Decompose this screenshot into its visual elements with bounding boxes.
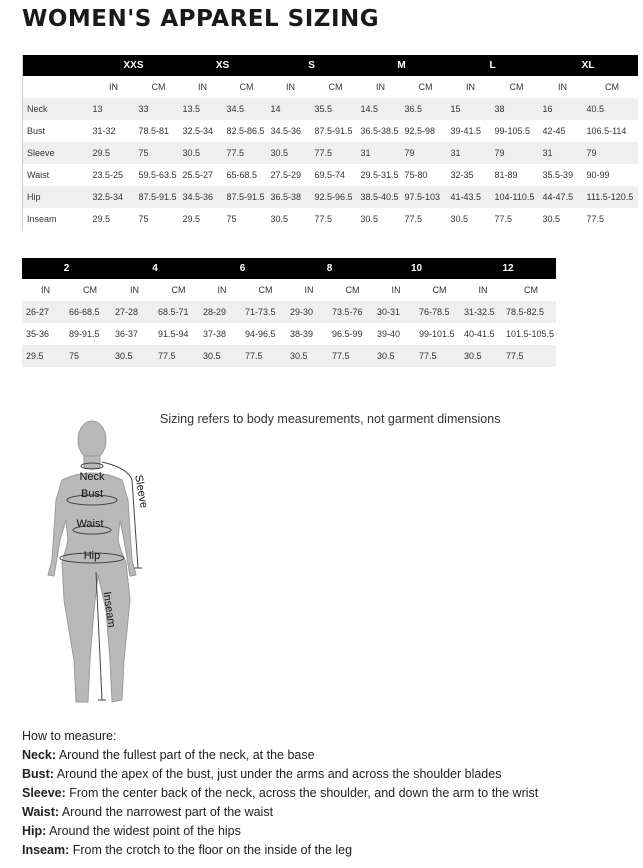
hip-label: Hip	[83, 550, 101, 562]
table-cell: 79	[401, 142, 447, 164]
table-cell: 29.5	[22, 345, 65, 367]
unit-header: IN	[376, 82, 386, 92]
how-to-measure-item	[22, 765, 538, 784]
table-cell: 75	[135, 142, 179, 164]
table-row	[23, 98, 638, 120]
table-cell: 36.5-38.5	[360, 126, 399, 136]
table-cell: 68.5-71	[154, 301, 199, 323]
bust-label: Bust	[80, 488, 104, 500]
sizing-table-numeric	[22, 258, 556, 367]
table-cell: 31-32	[92, 126, 116, 136]
how-to-measure-item	[22, 803, 538, 822]
size-header: S	[267, 55, 357, 76]
measure-term: Waist:	[22, 805, 60, 819]
table-cell: 77.5	[241, 345, 286, 367]
table-cell: 77.5	[314, 214, 333, 224]
unit-header: CM	[418, 82, 433, 92]
table-cell: 59.5-63.5	[138, 170, 177, 180]
table-cell: 77.5	[502, 345, 556, 367]
sizing-note: Sizing refers to body measurements, not garment dimensions	[160, 412, 501, 426]
unit-header-row	[22, 279, 556, 301]
table-cell: 34.5	[223, 98, 267, 120]
table-row	[23, 186, 638, 208]
table-cell: 29.5	[182, 214, 201, 224]
table-cell: 29-30	[286, 301, 328, 323]
table-cell: 36.5-38	[267, 186, 311, 208]
table-cell: 13	[89, 98, 135, 120]
size-header: 6	[199, 258, 286, 279]
table-cell: 30.5	[360, 214, 379, 224]
table-cell: 14.5	[357, 98, 401, 120]
unit-header: IN	[478, 285, 488, 295]
female-silhouette-diagram	[40, 410, 170, 710]
table-cell: 65-68.5	[226, 170, 258, 180]
unit-header: IN	[304, 285, 314, 295]
size-header-row	[22, 258, 556, 279]
table-cell: 75	[226, 214, 237, 224]
how-to-measure-heading: How to measure:	[22, 729, 117, 743]
table-cell: 29.5-31.5	[360, 170, 399, 180]
table-cell: 35.5	[311, 98, 357, 120]
table-cell: 30.5	[179, 142, 223, 164]
table-cell: 77.5	[223, 142, 267, 164]
measure-description: From the crotch to the floor on the inside of the leg	[69, 843, 353, 857]
table-cell: 35-36	[26, 329, 50, 339]
table-cell: 38	[491, 98, 539, 120]
unit-header: CM	[83, 285, 97, 295]
table-cell: 30.5	[373, 345, 415, 367]
size-header: 2	[22, 258, 111, 279]
size-header: 12	[460, 258, 556, 279]
table-cell: 30.5	[286, 345, 328, 367]
how-to-measure-item	[22, 822, 538, 841]
table-cell: 77.5	[154, 345, 199, 367]
unit-header: CM	[171, 285, 186, 295]
unit-header: CM	[345, 285, 360, 295]
size-header: XL	[539, 55, 638, 76]
table-cell: 87.5-91.5	[314, 126, 353, 136]
table-cell: 76-78.5	[415, 301, 460, 323]
how-to-measure	[22, 727, 538, 860]
unit-header: CM	[239, 82, 254, 92]
table-cell: 38.5-40.5	[357, 186, 401, 208]
table-cell: 15	[447, 98, 491, 120]
table-cell: 104-110.5	[491, 186, 539, 208]
table-cell: 75	[65, 345, 111, 367]
table-cell: 79	[583, 142, 638, 164]
unit-header: IN	[466, 82, 476, 92]
table-cell: 27.5-29	[270, 170, 302, 180]
unit-header: IN	[198, 82, 208, 92]
table-cell: 29.5	[92, 214, 111, 224]
how-to-measure-item	[22, 746, 538, 765]
size-header: 8	[286, 258, 373, 279]
table-cell: 75	[138, 214, 149, 224]
table-cell: 40.5	[583, 98, 638, 120]
measure-description: Around the widest point of the hips	[46, 824, 241, 838]
size-header: XS	[179, 55, 267, 76]
table-cell: 41-43.5	[447, 186, 491, 208]
table-cell: 106.5-114	[586, 126, 627, 136]
unit-header: IN	[130, 285, 139, 295]
table-cell: 28-29	[199, 301, 241, 323]
how-to-measure-item	[22, 784, 538, 803]
table-cell: 31-32.5	[460, 301, 502, 323]
table-cell: 99-101.5	[419, 329, 455, 339]
sizing-table-letter	[22, 55, 638, 230]
neck-label: Neck	[79, 471, 105, 483]
table-cell: 16	[539, 98, 583, 120]
table-cell: 30.5	[542, 214, 561, 224]
table-row	[23, 208, 638, 230]
table-cell: 31	[447, 142, 491, 164]
row-label: Hip	[23, 186, 89, 208]
table-cell: 77.5	[415, 345, 460, 367]
table-cell: 25.5-27	[182, 170, 214, 180]
table-cell: 30.5	[111, 345, 154, 367]
table-cell: 78.5-81	[138, 126, 170, 136]
row-label: Neck	[23, 98, 89, 120]
table-cell: 27-28	[111, 301, 154, 323]
table-cell: 39-41.5	[450, 126, 482, 136]
table-cell: 99-105.5	[494, 126, 531, 136]
table-cell: 82.5-86.5	[226, 126, 265, 136]
unit-header: CM	[524, 285, 538, 295]
unit-header: CM	[328, 82, 343, 92]
table-cell: 34.5-36	[179, 186, 223, 208]
body-measurement-figure	[40, 410, 170, 710]
table-row	[22, 345, 556, 367]
unit-header: CM	[432, 285, 447, 295]
table-cell: 30.5	[267, 142, 311, 164]
table-cell: 42-45	[542, 126, 566, 136]
measure-term: Bust:	[22, 767, 54, 781]
table-row	[23, 120, 638, 142]
table-cell: 38-39	[290, 329, 314, 339]
header-corner	[23, 55, 89, 76]
table-cell: 89-91.5	[69, 329, 100, 339]
table-cell: 32.5-34	[182, 126, 214, 136]
table-cell: 32-35	[450, 170, 474, 180]
table-cell: 92.5-96.5	[311, 186, 357, 208]
unit-corner	[23, 76, 89, 98]
table-cell: 96.5-99	[332, 329, 363, 339]
table-cell: 90-99	[586, 170, 610, 180]
unit-header: CM	[605, 82, 620, 92]
measure-description: Around the apex of the bust, just under the arms and across the shoulder blades	[53, 767, 502, 781]
unit-header: IN	[41, 285, 50, 295]
size-header: 4	[111, 258, 199, 279]
table-cell: 13.5	[179, 98, 223, 120]
unit-header: IN	[286, 82, 296, 92]
table-cell: 92.5-98	[404, 126, 436, 136]
row-label: Sleeve	[23, 142, 89, 164]
table-cell: 30.5	[460, 345, 502, 367]
table-cell: 33	[135, 98, 179, 120]
table-cell: 101.5-105.5	[506, 329, 555, 339]
measure-term: Inseam:	[22, 843, 70, 857]
table-cell: 87.5-91.5	[223, 186, 267, 208]
table-row	[22, 301, 556, 323]
unit-header-row	[23, 76, 638, 98]
row-label: Bust	[23, 120, 89, 142]
unit-header: CM	[509, 82, 524, 92]
table-cell: 77.5	[404, 214, 423, 224]
table-cell: 77.5	[328, 345, 373, 367]
measure-term: Neck:	[22, 748, 57, 762]
table-row	[23, 142, 638, 164]
table-cell: 73.5-76	[328, 301, 373, 323]
table-cell: 36.5	[401, 98, 447, 120]
unit-header: IN	[217, 285, 227, 295]
table-cell: 77.5	[494, 214, 513, 224]
table-cell: 77.5	[586, 214, 605, 224]
table-cell: 97.5-103	[401, 186, 447, 208]
table-cell: 26-27	[22, 301, 65, 323]
table-cell: 31	[357, 142, 401, 164]
table-cell: 30-31	[373, 301, 415, 323]
table-row	[23, 164, 638, 186]
unit-header: CM	[151, 82, 166, 92]
measure-term: Hip:	[22, 824, 47, 838]
page-title: WOMEN'S APPAREL SIZING	[22, 6, 380, 32]
measure-term: Sleeve:	[22, 786, 66, 800]
table-cell: 39-40	[377, 329, 401, 339]
unit-header: IN	[558, 82, 568, 92]
table-cell: 75-80	[404, 170, 428, 180]
table-cell: 30.5	[270, 214, 289, 224]
table-cell: 40-41.5	[464, 329, 495, 339]
table-cell: 14	[267, 98, 311, 120]
table-cell: 44-47.5	[539, 186, 583, 208]
sleeve-label: Sleeve	[132, 473, 150, 510]
table-cell: 37-38	[203, 329, 227, 339]
table-cell: 91.5-94	[158, 329, 189, 339]
measure-description: Around the narrowest part of the waist	[59, 805, 274, 819]
inseam-label: Inseam	[100, 590, 118, 629]
how-to-measure-item	[22, 841, 538, 860]
table-cell: 66-68.5	[65, 301, 111, 323]
row-label: Waist	[23, 164, 89, 186]
table-cell: 35.5-39	[542, 170, 574, 180]
size-header: 10	[373, 258, 460, 279]
size-header: M	[357, 55, 447, 76]
table-cell: 29.5	[89, 142, 135, 164]
unit-header: IN	[391, 285, 401, 295]
table-cell: 36-37	[115, 329, 139, 339]
waist-label: Waist	[76, 518, 104, 530]
table-cell: 30.5	[450, 214, 469, 224]
table-cell: 78.5-82.5	[502, 301, 556, 323]
table-cell: 69.5-74	[314, 170, 346, 180]
table-cell: 34.5-36	[270, 126, 302, 136]
measure-description: From the center back of the neck, across the shoulder, and down the arm to the wrist	[65, 786, 539, 800]
measure-description: Around the fullest part of the neck, at the base	[56, 748, 315, 762]
table-cell: 71-73.5	[241, 301, 286, 323]
table-cell: 30.5	[199, 345, 241, 367]
table-cell: 79	[491, 142, 539, 164]
table-cell: 111.5-120.5	[583, 186, 638, 208]
table-cell: 32.5-34	[89, 186, 135, 208]
size-header: L	[447, 55, 539, 76]
table-cell: 77.5	[311, 142, 357, 164]
table-cell: 87.5-91.5	[135, 186, 179, 208]
size-header-row	[23, 55, 638, 76]
table-row	[22, 323, 556, 345]
unit-header: IN	[109, 82, 118, 92]
table-cell: 81-89	[494, 170, 518, 180]
row-label: Inseam	[23, 208, 89, 230]
table-cell: 31	[539, 142, 583, 164]
unit-header: CM	[258, 285, 273, 295]
table-cell: 94-96.5	[245, 329, 276, 339]
size-header: XXS	[89, 55, 179, 76]
table-cell: 23.5-25	[92, 170, 124, 180]
